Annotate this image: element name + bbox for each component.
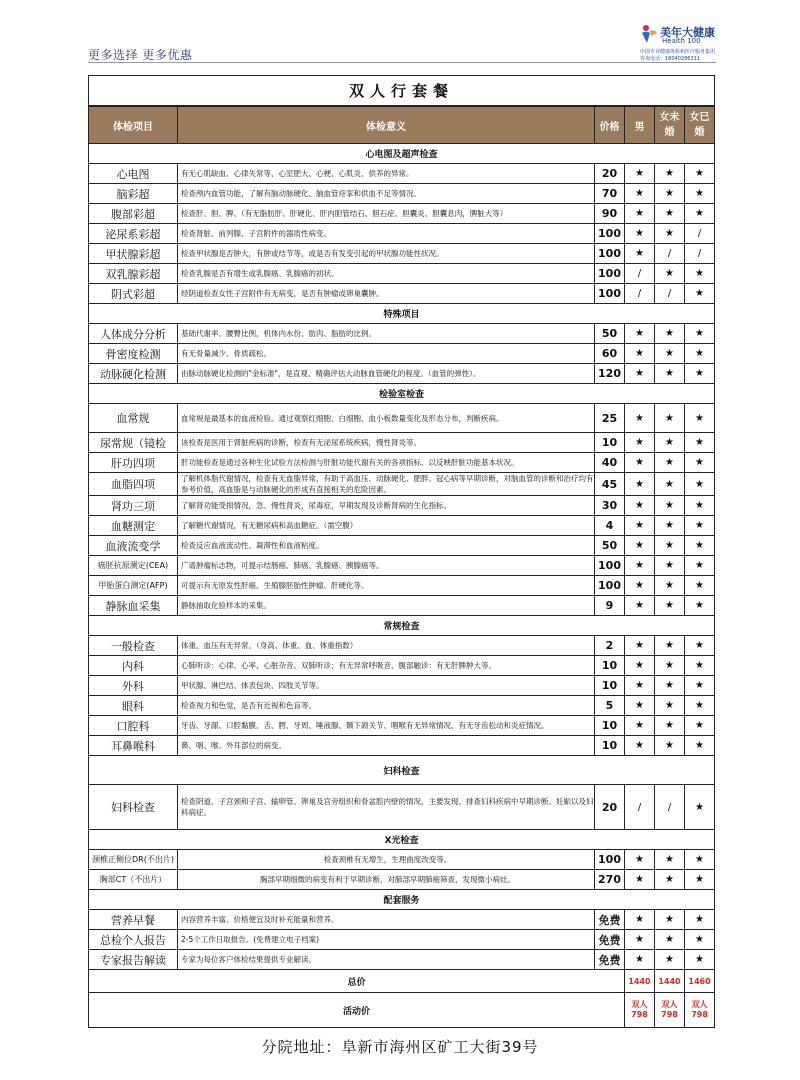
table-row — [89, 536, 715, 556]
col-header-meaning: 体检意义 — [178, 106, 595, 144]
table-row — [89, 736, 715, 756]
female-married-mark: / — [685, 224, 715, 244]
female-married-mark: ★ — [685, 473, 715, 496]
exam-meaning: 甲状腺、淋巴结、体表包块、四肢关节等。 — [178, 676, 595, 696]
female-married-mark: ★ — [685, 696, 715, 716]
female-unmarried-mark: ★ — [655, 596, 685, 616]
male-mark: ★ — [625, 364, 655, 384]
female-married-mark: ★ — [685, 264, 715, 284]
exam-item-name: 癌胚抗原测定(CEA) — [89, 556, 178, 576]
promo-note: 双人 — [661, 1000, 678, 1009]
exam-meaning: 专家为每位客户体检结果提供专业解读。 — [178, 950, 595, 970]
female-unmarried-mark: ★ — [655, 696, 685, 716]
section-title: 检验室检查 — [89, 384, 715, 404]
female-married-mark: ★ — [685, 204, 715, 224]
package-table — [88, 75, 715, 1028]
female-unmarried-mark: ★ — [655, 164, 685, 184]
exam-price: 20 — [595, 785, 625, 830]
exam-meaning: 基础代谢率、腰臀比例，机体内水份、肪肉、脂肪的比例。 — [178, 324, 595, 344]
male-mark: ★ — [625, 244, 655, 264]
section-title: 心电图及超声检查 — [89, 144, 715, 164]
male-mark: / — [625, 284, 655, 304]
male-mark: ★ — [625, 636, 655, 656]
female-unmarried-mark: ★ — [655, 736, 685, 756]
exam-item-name: 总检个人报告 — [89, 930, 178, 950]
logo-tagline — [640, 49, 715, 63]
exam-meaning: 由脉动脉硬化检测的"金标准"，是直观、精确评估大动脉血管硬化的程度。（血管的弹性）。 — [178, 364, 595, 384]
table-row — [89, 224, 715, 244]
logo-tagline-2: 咨询电话：18040286311 — [640, 56, 700, 62]
exam-meaning: 了解糖代谢情况，有无糖尿病和高血糖症。（需空腹） — [178, 516, 595, 536]
female-unmarried-mark: ★ — [655, 656, 685, 676]
female-unmarried-mark: ★ — [655, 850, 685, 870]
section-header-row — [89, 144, 715, 164]
promo-price-fu — [655, 993, 685, 1028]
male-mark: ★ — [625, 496, 655, 516]
female-unmarried-mark: ★ — [655, 676, 685, 696]
exam-meaning: 检查乳腺是否有增生或乳腺癌、乳腺癌的初状。 — [178, 264, 595, 284]
exam-meaning: 检查肝、胆、脾、（有无脂肪肝、肝硬化、肝内胆管结石、胆石症、胆囊炎、胆囊息肉，脾脏大等） — [178, 204, 595, 224]
female-unmarried-mark: ★ — [655, 910, 685, 930]
female-married-mark: ★ — [685, 324, 715, 344]
female-married-mark: ★ — [685, 164, 715, 184]
logo-tagline-1: 中国专业健康体检和医疗服务集团 — [640, 49, 716, 55]
male-mark: ★ — [625, 696, 655, 716]
table-row — [89, 785, 715, 830]
table-row — [89, 596, 715, 616]
female-unmarried-mark: / — [655, 785, 685, 830]
section-header-row — [89, 304, 715, 324]
col-header-female-married: 女已婚 — [685, 106, 715, 144]
table-row — [89, 264, 715, 284]
exam-price: 270 — [595, 870, 625, 890]
male-mark: ★ — [625, 950, 655, 970]
exam-item-name: 泌尿系彩超 — [89, 224, 178, 244]
male-mark: ★ — [625, 930, 655, 950]
exam-price: 免费 — [595, 910, 625, 930]
female-married-mark: ★ — [685, 850, 715, 870]
exam-meaning: 检查视力和色觉，是否有近视和色盲等。 — [178, 696, 595, 716]
exam-item-name: 阴式彩超 — [89, 284, 178, 304]
exam-meaning: 鼻、咽、喉、外耳部位的病变。 — [178, 736, 595, 756]
exam-price: 免费 — [595, 950, 625, 970]
exam-price: 45 — [595, 473, 625, 496]
exam-price: 50 — [595, 536, 625, 556]
female-unmarried-mark: ★ — [655, 950, 685, 970]
female-married-mark: ★ — [685, 736, 715, 756]
exam-item-name: 双乳腺彩超 — [89, 264, 178, 284]
page-title: 双人行套餐 — [89, 76, 715, 107]
female-unmarried-mark: ★ — [655, 576, 685, 596]
total-female-married: 1460 — [685, 970, 715, 993]
female-married-mark: ★ — [685, 496, 715, 516]
exam-item-name: 一般检查 — [89, 636, 178, 656]
exam-price: 免费 — [595, 930, 625, 950]
exam-item-name: 肾功三项 — [89, 496, 178, 516]
female-unmarried-mark: ★ — [655, 536, 685, 556]
promo-price: 798 — [661, 1010, 678, 1019]
col-header-female-unmarried: 女未婚 — [655, 106, 685, 144]
table-row — [89, 364, 715, 384]
male-mark: / — [625, 264, 655, 284]
exam-price: 100 — [595, 556, 625, 576]
female-married-mark: ★ — [685, 636, 715, 656]
exam-item-name: 静脉血采集 — [89, 596, 178, 616]
branch-address: 分院地址：阜新市海州区矿工大街39号 — [261, 1038, 539, 1056]
exam-item-name: 甲胎蛋白测定(AFP) — [89, 576, 178, 596]
exam-price: 90 — [595, 204, 625, 224]
male-mark: ★ — [625, 344, 655, 364]
exam-meaning: 检查肾脏、前列腺、子宫附件的器质性病变。 — [178, 224, 595, 244]
male-mark: ★ — [625, 556, 655, 576]
section-title: 配套服务 — [89, 890, 715, 910]
total-male: 1440 — [625, 970, 655, 993]
female-unmarried-mark: ★ — [655, 204, 685, 224]
col-header-price: 价格 — [595, 106, 625, 144]
promo-price-fm — [685, 993, 715, 1028]
exam-item-name: 血脂四项 — [89, 473, 178, 496]
table-row — [89, 433, 715, 453]
exam-price: 100 — [595, 850, 625, 870]
exam-meaning: 有无心肌缺血、心律失常等，心室肥大、心梗、心肌炎、供养的异常。 — [178, 164, 595, 184]
exam-price: 60 — [595, 344, 625, 364]
exam-meaning: 牙齿、牙龈、口腔黏膜、舌、腭、牙周、唾液腺、颞下颌关节、咽喉有无异常情况、有无牙齿松动和炎症情况。 — [178, 716, 595, 736]
title-row — [89, 76, 715, 107]
exam-price: 25 — [595, 404, 625, 433]
exam-item-name: 血液流变学 — [89, 536, 178, 556]
exam-item-name: 血常规 — [89, 404, 178, 433]
slogan: 更多选择 更多优惠 — [88, 48, 193, 62]
exam-price: 50 — [595, 324, 625, 344]
total-label: 总价 — [89, 970, 625, 993]
male-mark: ★ — [625, 224, 655, 244]
exam-item-name: 妇科检查 — [89, 785, 178, 830]
table-row — [89, 473, 715, 496]
exam-meaning: 了解机体脂代谢情况，检查有无血脂异常，有助于高血压、动脉硬化、肥胖、冠心病等早期诊断，对脑血管的诊断和治疗均有参考价值，高血脂是与动脉硬化的形成有直接相关的危险因素。 — [178, 473, 595, 496]
package-sheet — [88, 75, 714, 1028]
exam-meaning: 血常规是最基本的血液检验。通过观察红细胞、白细胞、血小板数量变化及形态分布，判断疾病。 — [178, 404, 595, 433]
table-row — [89, 344, 715, 364]
exam-price: 10 — [595, 656, 625, 676]
exam-item-name: 甲状腺彩超 — [89, 244, 178, 264]
exam-price: 70 — [595, 184, 625, 204]
exam-meaning: 胸部早期细微的病变有利于早期诊断，对肺部早期肺癌筛查，发现微小病灶。 — [178, 870, 595, 890]
exam-meaning: 内容营养丰富、价格便宜及时补充能量和营养。 — [178, 910, 595, 930]
exam-price: 10 — [595, 716, 625, 736]
female-married-mark: ★ — [685, 364, 715, 384]
total-row — [89, 970, 715, 993]
section-title: X光检查 — [89, 830, 715, 850]
male-mark: ★ — [625, 736, 655, 756]
exam-meaning: 了解肾功能受损情况，急、慢性肾炎，尿毒症，早期发现及诊断肾病的生化指标。 — [178, 496, 595, 516]
promo-price: 798 — [631, 1010, 648, 1019]
exam-item-name: 外科 — [89, 676, 178, 696]
table-row — [89, 324, 715, 344]
table-row — [89, 453, 715, 473]
female-married-mark: ★ — [685, 516, 715, 536]
female-unmarried-mark: ★ — [655, 364, 685, 384]
logo-mark-icon — [640, 24, 658, 44]
exam-price: 9 — [595, 596, 625, 616]
section-header-row — [89, 890, 715, 910]
exam-meaning: 心肺听诊：心律、心率、心脏杂音、双肺听诊；有无异常呼吸音、腹部触诊：有无肝脾肿大等。 — [178, 656, 595, 676]
female-married-mark: ★ — [685, 556, 715, 576]
exam-meaning: 有无骨量减少、骨质疏松。 — [178, 344, 595, 364]
exam-item-name: 人体成分分析 — [89, 324, 178, 344]
exam-item-name: 眼科 — [89, 696, 178, 716]
female-married-mark: ★ — [685, 676, 715, 696]
male-mark: ★ — [625, 453, 655, 473]
male-mark: ★ — [625, 870, 655, 890]
male-mark: ★ — [625, 204, 655, 224]
male-mark: ★ — [625, 184, 655, 204]
exam-item-name: 口腔科 — [89, 716, 178, 736]
column-header-row — [89, 106, 715, 144]
promo-label: 活动价 — [89, 993, 625, 1028]
section-header-row — [89, 616, 715, 636]
total-female-unmarried: 1440 — [655, 970, 685, 993]
exam-item-name: 尿常规（镜检 — [89, 433, 178, 453]
exam-price: 40 — [595, 453, 625, 473]
exam-item-name: 肝功四项 — [89, 453, 178, 473]
female-married-mark: ★ — [685, 284, 715, 304]
male-mark: ★ — [625, 716, 655, 736]
female-married-mark: ★ — [685, 184, 715, 204]
section-title: 特殊项目 — [89, 304, 715, 324]
female-unmarried-mark: ★ — [655, 716, 685, 736]
male-mark: ★ — [625, 404, 655, 433]
exam-meaning: 体重、血压有无异常。（身高、体重、血、体重指数） — [178, 636, 595, 656]
female-married-mark: ★ — [685, 716, 715, 736]
exam-price: 10 — [595, 676, 625, 696]
exam-price: 100 — [595, 284, 625, 304]
table-row — [89, 910, 715, 930]
promo-note: 双人 — [691, 1000, 708, 1009]
male-mark: ★ — [625, 576, 655, 596]
female-unmarried-mark: ★ — [655, 496, 685, 516]
female-married-mark: ★ — [685, 453, 715, 473]
exam-meaning: 检查反应血液流动性、凝滞性和血液粘度。 — [178, 536, 595, 556]
exam-price: 5 — [595, 696, 625, 716]
male-mark: ★ — [625, 324, 655, 344]
table-row — [89, 184, 715, 204]
exam-item-name: 骨密度检测 — [89, 344, 178, 364]
table-row — [89, 204, 715, 224]
table-row — [89, 164, 715, 184]
exam-item-name: 营养早餐 — [89, 910, 178, 930]
table-row — [89, 556, 715, 576]
exam-meaning: 检查甲状腺是否肿大，有肿或结节等，或是否有发变引起的甲状腺功能性状况。 — [178, 244, 595, 264]
female-unmarried-mark: ★ — [655, 473, 685, 496]
female-unmarried-mark: ★ — [655, 404, 685, 433]
section-header-row — [89, 830, 715, 850]
exam-price: 4 — [595, 516, 625, 536]
female-unmarried-mark: ★ — [655, 636, 685, 656]
male-mark: ★ — [625, 910, 655, 930]
exam-meaning: 检查颈椎有无增生，生理曲度改变等。 — [178, 850, 595, 870]
table-row — [89, 636, 715, 656]
male-mark: ★ — [625, 536, 655, 556]
section-header-row — [89, 384, 715, 404]
female-unmarried-mark: / — [655, 244, 685, 264]
table-row — [89, 496, 715, 516]
promo-row — [89, 993, 715, 1028]
exam-meaning: 肝功能检查是通过各种生化试验方法检测与肝脏功能代谢有关的各项指标、以反映肝脏功能基本状况。 — [178, 453, 595, 473]
top-header — [0, 0, 800, 72]
exam-item-name: 胸部CT（不出片） — [89, 870, 178, 890]
section-title: 妇科检查 — [89, 756, 715, 785]
header-divider — [88, 62, 716, 63]
table-row — [89, 930, 715, 950]
exam-meaning: 广谱肿瘤标志物，可提示结肠癌、肺癌、乳腺癌、胰腺癌等。 — [178, 556, 595, 576]
table-row — [89, 716, 715, 736]
female-unmarried-mark: ★ — [655, 930, 685, 950]
exam-meaning: 该检查是医用于肾脏疾病的诊断，检查有无泌尿系统疾病，慢性肾炎等。 — [178, 433, 595, 453]
exam-item-name: 颈椎正侧位DR(不出片) — [89, 850, 178, 870]
male-mark: ★ — [625, 516, 655, 536]
female-unmarried-mark: ★ — [655, 453, 685, 473]
table-row — [89, 404, 715, 433]
exam-meaning: 检查颅内血管功能，了解有脑动脉硬化、脑血管痉挛和供血不足等情况。 — [178, 184, 595, 204]
female-married-mark: ★ — [685, 433, 715, 453]
female-unmarried-mark: ★ — [655, 264, 685, 284]
table-row — [89, 284, 715, 304]
male-mark: ★ — [625, 473, 655, 496]
table-row — [89, 676, 715, 696]
exam-price: 20 — [595, 164, 625, 184]
logo-subtitle: Health 100 — [662, 37, 701, 45]
female-married-mark: ★ — [685, 950, 715, 970]
exam-meaning: 静脉抽取化验样本的采集。 — [178, 596, 595, 616]
female-unmarried-mark: / — [655, 284, 685, 304]
female-married-mark: ★ — [685, 404, 715, 433]
exam-price: 2 — [595, 636, 625, 656]
brand-logo — [640, 24, 720, 70]
table-row — [89, 656, 715, 676]
col-header-item: 体检项目 — [89, 106, 178, 144]
exam-item-name: 耳鼻喉科 — [89, 736, 178, 756]
exam-price: 100 — [595, 576, 625, 596]
exam-meaning: 经阴道检查女性子宫附件有无病变，是否有肿瘤或卵巢囊肿。 — [178, 284, 595, 304]
female-married-mark: ★ — [685, 656, 715, 676]
table-row — [89, 870, 715, 890]
table-row — [89, 244, 715, 264]
col-header-male: 男 — [625, 106, 655, 144]
male-mark: ★ — [625, 676, 655, 696]
female-unmarried-mark: ★ — [655, 433, 685, 453]
female-unmarried-mark: ★ — [655, 870, 685, 890]
male-mark: ★ — [625, 596, 655, 616]
female-married-mark: ★ — [685, 910, 715, 930]
exam-price: 30 — [595, 496, 625, 516]
female-unmarried-mark: ★ — [655, 516, 685, 536]
male-mark: / — [625, 785, 655, 830]
female-unmarried-mark: ★ — [655, 344, 685, 364]
exam-price: 100 — [595, 244, 625, 264]
exam-item-name: 腹部彩超 — [89, 204, 178, 224]
female-unmarried-mark: ★ — [655, 224, 685, 244]
table-row — [89, 576, 715, 596]
promo-price: 798 — [691, 1010, 708, 1019]
exam-price: 100 — [595, 224, 625, 244]
exam-price: 10 — [595, 736, 625, 756]
female-unmarried-mark: ★ — [655, 556, 685, 576]
exam-meaning: 2-5个工作日取报告。(免费建立电子档案) — [178, 930, 595, 950]
exam-item-name: 心电图 — [89, 164, 178, 184]
male-mark: ★ — [625, 656, 655, 676]
table-row — [89, 950, 715, 970]
table-row — [89, 850, 715, 870]
logo-name: 美年大健康 — [660, 26, 715, 39]
exam-item-name: 专家报告解读 — [89, 950, 178, 970]
exam-item-name: 脑彩超 — [89, 184, 178, 204]
female-married-mark: ★ — [685, 596, 715, 616]
exam-meaning: 可提示有无原发性肝癌、生殖腺胚胎性肿瘤、肝硬化等。 — [178, 576, 595, 596]
section-title: 常规检查 — [89, 616, 715, 636]
female-unmarried-mark: ★ — [655, 324, 685, 344]
exam-price: 100 — [595, 264, 625, 284]
male-mark: ★ — [625, 850, 655, 870]
female-unmarried-mark: ★ — [655, 184, 685, 204]
male-mark: ★ — [625, 433, 655, 453]
female-married-mark: ★ — [685, 344, 715, 364]
promo-price-m — [625, 993, 655, 1028]
female-married-mark: ★ — [685, 930, 715, 950]
female-married-mark: ★ — [685, 870, 715, 890]
exam-price: 120 — [595, 364, 625, 384]
exam-item-name: 动脉硬化检测 — [89, 364, 178, 384]
male-mark: ★ — [625, 164, 655, 184]
female-married-mark: / — [685, 244, 715, 264]
female-married-mark: ★ — [685, 785, 715, 830]
exam-meaning: 检查阴道、子宫颈和子宫、输卵管、卵巢及宫旁组织和骨盆腔内壁的情况，主要发现、排查妇科疾病中早期诊断、妊娠以及妇科病症。 — [178, 785, 595, 830]
exam-item-name: 血糖测定 — [89, 516, 178, 536]
promo-note: 双人 — [631, 1000, 648, 1009]
table-row — [89, 516, 715, 536]
female-married-mark: ★ — [685, 536, 715, 556]
table-row — [89, 696, 715, 716]
exam-price: 10 — [595, 433, 625, 453]
section-header-row — [89, 756, 715, 785]
female-married-mark: ★ — [685, 576, 715, 596]
exam-item-name: 内科 — [89, 656, 178, 676]
